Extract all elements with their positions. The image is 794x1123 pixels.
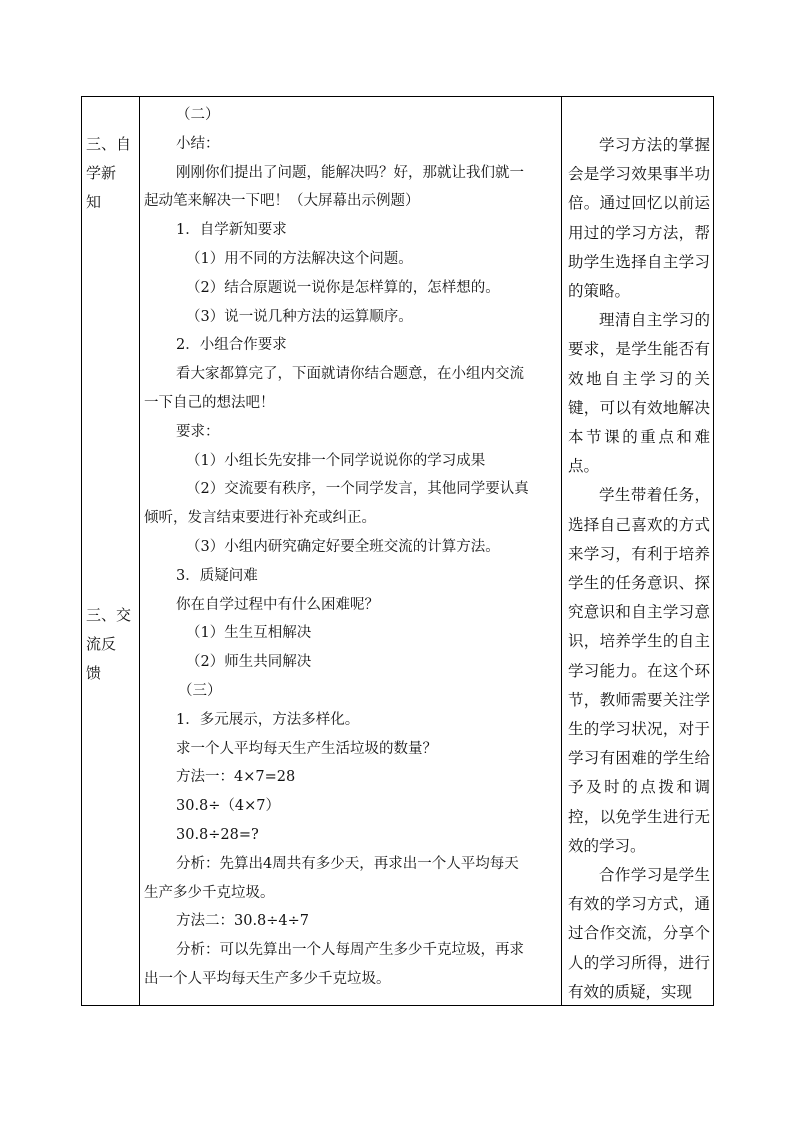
process-line: 你在自学过程中有什么困难呢？ <box>176 596 379 613</box>
stage-label-feedback: 三、交 流反 馈 <box>86 606 132 682</box>
process-line: 刚刚你们提出了问题，能解决吗？好，那就让我们就一 <box>176 164 524 181</box>
design-intent-cell <box>562 125 712 1007</box>
process-line: 小结： <box>176 135 220 152</box>
process-line: （3）小组内研究确定好要全班交流的计算方法。 <box>186 538 500 555</box>
process-line: 分析：先算出4周共有多少天，再求出一个人平均每天 <box>176 855 519 872</box>
process-line: （1）用不同的方法解决这个问题。 <box>186 250 413 267</box>
process-line: 方法一：4×7=28 <box>176 769 296 786</box>
process-line: 2．小组合作要求 <box>176 337 287 354</box>
process-line: 看大家都算完了，下面就请你结合题意，在小组内交流 <box>176 366 524 383</box>
process-line: （1）生生互相解决 <box>186 625 312 642</box>
design-intent-paragraph: 理清自主学习的要求，是学生能否有效地自主学习的关键，可以有效地解决本节课的重点和难点。 <box>568 311 710 476</box>
stage-label-self-study: 三、自 学新 知 <box>86 135 132 211</box>
process-line: 生产多少千克垃圾。 <box>144 884 275 901</box>
design-intent-paragraph: 学习方法的掌握会是学习效果事半功倍。通过回忆以前运用过的学习方法，帮助学生选择自主学习的策略。 <box>568 136 710 301</box>
process-line: 倾听，发言结束要进行补充或纠正。 <box>144 510 376 527</box>
process-line: （2）结合原题说一说你是怎样算的，怎样想的。 <box>186 279 500 296</box>
process-line: （3）说一说几种方法的运算顺序。 <box>186 308 413 325</box>
process-line: 30.8÷（4×7） <box>176 798 281 815</box>
process-line: 一下自己的想法吧！ <box>144 394 275 411</box>
process-line: 3．质疑问难 <box>176 567 258 584</box>
process-line: （2）交流要有秩序，一个同学发言，其他同学要认真 <box>186 481 529 498</box>
process-line: 30.8÷28=? <box>176 826 259 843</box>
process-line: 分析：可以先算出一个人每周产生多少千克垃圾，再求 <box>176 942 524 959</box>
process-line: 方法二：30.8÷4÷7 <box>176 913 310 930</box>
process-line: 出一个人平均每天生产多少千克垃圾。 <box>144 970 391 987</box>
process-line: （二） <box>176 107 220 123</box>
process-line: 起动笔来解决一下吧！（大屏幕出示例题） <box>144 193 420 210</box>
process-line: （三） <box>178 682 222 699</box>
design-intent-paragraph: 学生带着任务，选择自己喜欢的方式来学习，有利于培养学生的任务意识、探究意识和自主学习意识，培养学生的自主学习能力。在这个环节，教师需要关注学生的学习状况，对于学习有困难的学生给予及时的点拨和调控，以免学生进行无效的学习。 <box>568 486 710 855</box>
process-line: 1．自学新知要求 <box>176 222 287 239</box>
teaching-process-cell <box>140 97 560 1005</box>
process-line: （2）师生共同解决 <box>186 654 312 671</box>
lesson-plan-table <box>81 96 714 1006</box>
process-line: 要求： <box>176 423 220 440</box>
process-line: （1）小组长先安排一个同学说说你的学习成果 <box>186 452 486 469</box>
process-line: 求一个人平均每天生产生活垃圾的数量？ <box>176 740 437 757</box>
process-line: 1．多元展示，方法多样化。 <box>176 711 360 728</box>
design-intent-paragraph: 合作学习是学生有效的学习方式，通过合作交流，分享个人的学习所得，进行有效的质疑，实现 <box>568 866 710 1001</box>
